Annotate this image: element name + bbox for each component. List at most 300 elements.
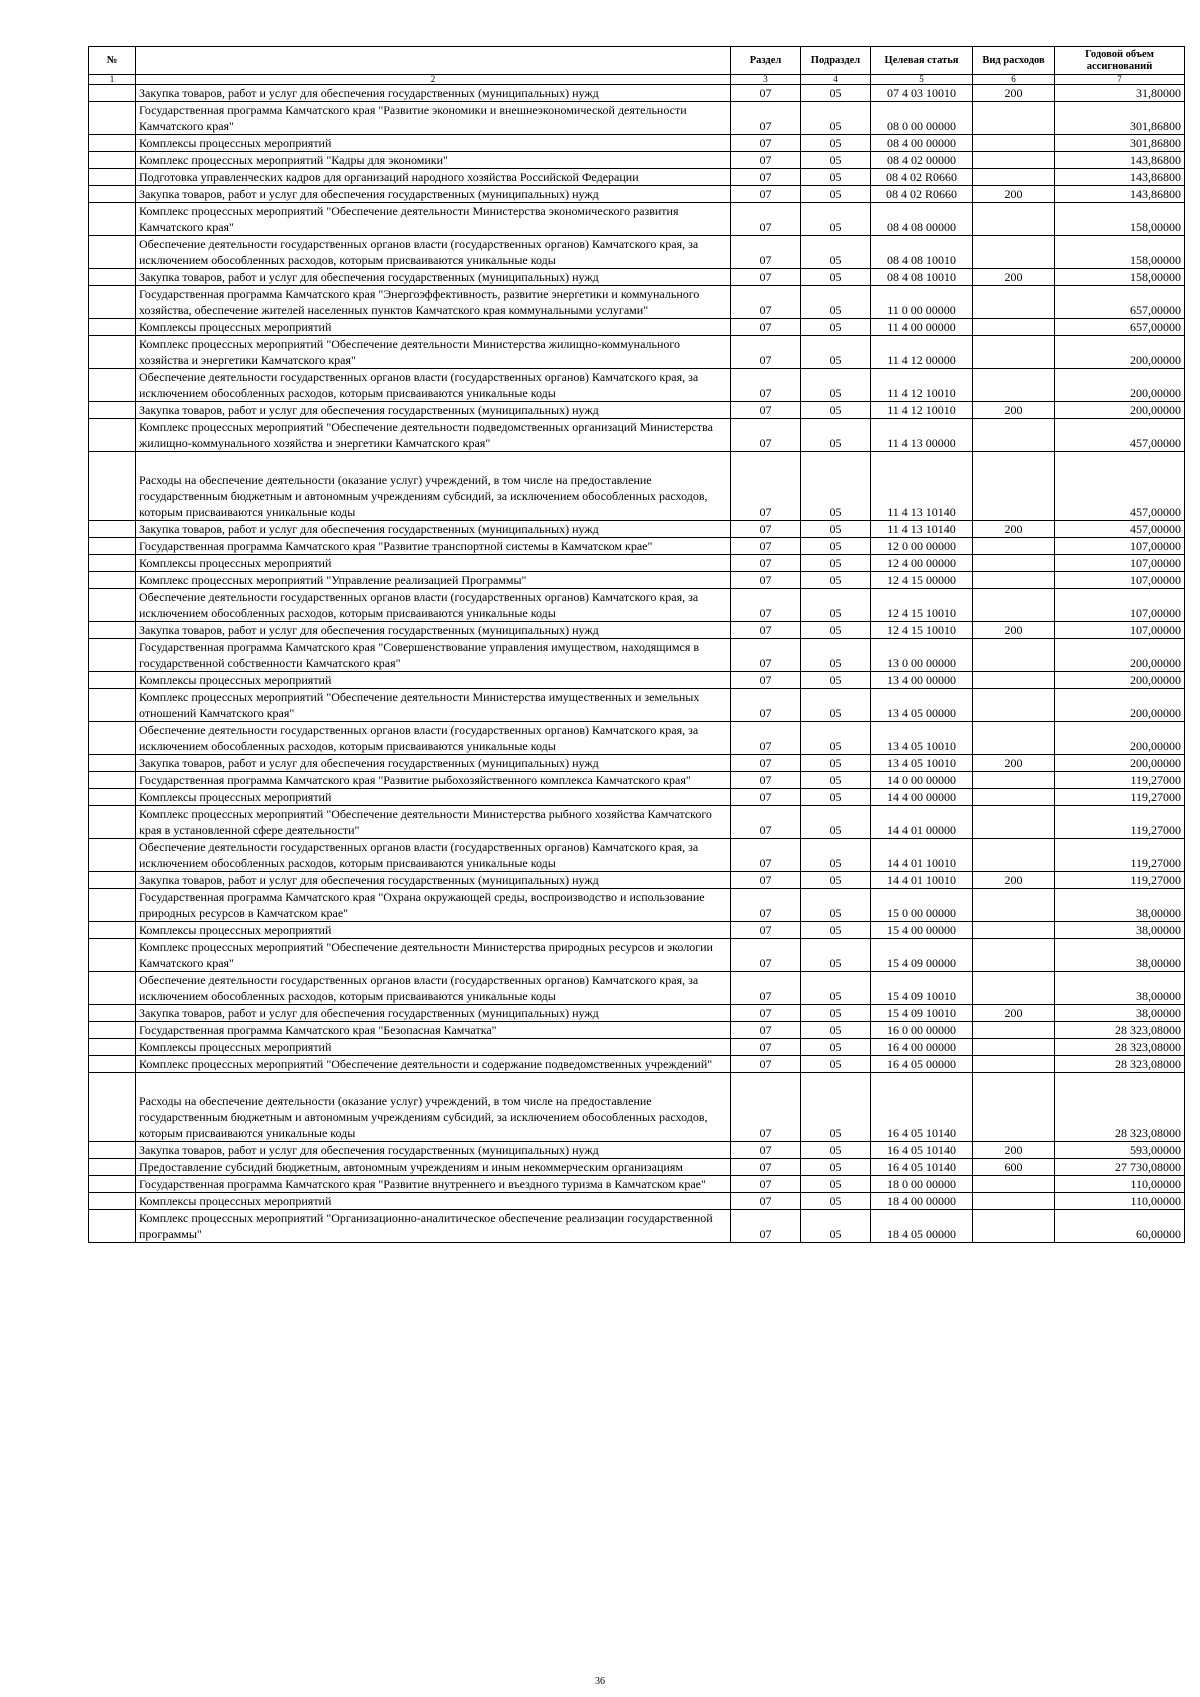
cell-section: 07 (731, 555, 801, 572)
cell-subsection: 05 (801, 1056, 871, 1073)
header-expense-type: Вид расходов (973, 47, 1055, 75)
cell-section: 07 (731, 152, 801, 169)
cell-expense-type (973, 772, 1055, 789)
cell-target-article: 16 4 05 10140 (871, 1142, 973, 1159)
cell-subsection: 05 (801, 402, 871, 419)
cell-section: 07 (731, 85, 801, 102)
spacer-cell (136, 452, 731, 473)
cell-target-article: 15 4 09 10010 (871, 972, 973, 1005)
cell-annual-amount: 38,00000 (1055, 972, 1185, 1005)
column-number: 6 (973, 75, 1055, 85)
cell-name: Закупка товаров, работ и услуг для обеспечения государственных (муниципальных) нужд (136, 755, 731, 772)
cell-section: 07 (731, 789, 801, 806)
cell-expense-type (973, 102, 1055, 135)
cell-target-article: 14 4 01 00000 (871, 806, 973, 839)
cell-target-article: 16 4 00 00000 (871, 1039, 973, 1056)
cell-no (89, 102, 136, 135)
table-row (89, 135, 1185, 152)
cell-subsection: 05 (801, 538, 871, 555)
cell-no (89, 1005, 136, 1022)
cell-subsection: 05 (801, 789, 871, 806)
cell-subsection: 05 (801, 922, 871, 939)
cell-no (89, 722, 136, 755)
cell-subsection: 05 (801, 135, 871, 152)
cell-no (89, 1193, 136, 1210)
cell-no (89, 538, 136, 555)
cell-annual-amount: 110,00000 (1055, 1193, 1185, 1210)
table-row (89, 538, 1185, 555)
cell-section: 07 (731, 521, 801, 538)
cell-subsection: 05 (801, 972, 871, 1005)
cell-subsection: 05 (801, 672, 871, 689)
cell-no (89, 1056, 136, 1073)
cell-section: 07 (731, 1193, 801, 1210)
cell-no (89, 286, 136, 319)
column-number: 5 (871, 75, 973, 85)
table-row (89, 772, 1185, 789)
cell-subsection: 05 (801, 689, 871, 722)
cell-no (89, 135, 136, 152)
table-row (89, 939, 1185, 972)
spacer-cell (801, 452, 871, 473)
cell-name: Комплекс процессных мероприятий "Обеспечение деятельности Министерства рыбного хозяйства Камчатского края в установленной сфере деятельности" (136, 806, 731, 839)
table-row (89, 972, 1185, 1005)
cell-no (89, 689, 136, 722)
cell-section: 07 (731, 169, 801, 186)
cell-target-article: 11 4 13 00000 (871, 419, 973, 452)
cell-name: Закупка товаров, работ и услуг для обеспечения государственных (муниципальных) нужд (136, 85, 731, 102)
cell-no (89, 555, 136, 572)
cell-name: Комплексы процессных мероприятий (136, 555, 731, 572)
table-row (89, 336, 1185, 369)
cell-section: 07 (731, 922, 801, 939)
spacer-cell (89, 452, 136, 473)
cell-target-article: 11 4 12 10010 (871, 369, 973, 402)
table-row (89, 1022, 1185, 1039)
cell-no (89, 1022, 136, 1039)
cell-no (89, 1039, 136, 1056)
cell-name: Закупка товаров, работ и услуг для обеспечения государственных (муниципальных) нужд (136, 1005, 731, 1022)
table-body (89, 85, 1185, 1243)
spacer-cell (1055, 452, 1185, 473)
cell-name: Обеспечение деятельности государственных органов власти (государственных органов) Камчатского края, за исключением обособленных расходов, которым присваиваются уникальные коды (136, 236, 731, 269)
cell-name: Комплексы процессных мероприятий (136, 319, 731, 336)
cell-no (89, 922, 136, 939)
cell-subsection: 05 (801, 236, 871, 269)
cell-expense-type (973, 806, 1055, 839)
cell-name: Закупка товаров, работ и услуг для обеспечения государственных (муниципальных) нужд (136, 521, 731, 538)
cell-expense-type (973, 286, 1055, 319)
cell-section: 07 (731, 622, 801, 639)
table-row (89, 1093, 1185, 1142)
cell-no (89, 889, 136, 922)
cell-subsection: 05 (801, 203, 871, 236)
cell-name: Закупка товаров, работ и услуг для обеспечения государственных (муниципальных) нужд (136, 1142, 731, 1159)
cell-expense-type (973, 538, 1055, 555)
cell-name: Закупка товаров, работ и услуг для обеспечения государственных (муниципальных) нужд (136, 402, 731, 419)
cell-no (89, 572, 136, 589)
budget-table-sheet (88, 46, 1181, 1243)
cell-name: Закупка товаров, работ и услуг для обеспечения государственных (муниципальных) нужд (136, 872, 731, 889)
cell-expense-type (973, 672, 1055, 689)
cell-annual-amount: 457,00000 (1055, 521, 1185, 538)
cell-target-article: 13 4 05 10010 (871, 722, 973, 755)
cell-subsection: 05 (801, 186, 871, 203)
cell-target-article: 12 4 15 00000 (871, 572, 973, 589)
spacer-cell (973, 1073, 1055, 1094)
cell-expense-type (973, 689, 1055, 722)
cell-annual-amount: 457,00000 (1055, 419, 1185, 452)
cell-no (89, 521, 136, 538)
cell-expense-type (973, 1093, 1055, 1142)
cell-annual-amount: 31,80000 (1055, 85, 1185, 102)
cell-annual-amount: 457,00000 (1055, 472, 1185, 521)
cell-target-article: 18 0 00 00000 (871, 1176, 973, 1193)
table-row (89, 169, 1185, 186)
spacer-row (89, 452, 1185, 473)
cell-section: 07 (731, 286, 801, 319)
cell-target-article: 12 0 00 00000 (871, 538, 973, 555)
cell-expense-type (973, 939, 1055, 972)
table-row (89, 203, 1185, 236)
cell-no (89, 772, 136, 789)
cell-name: Обеспечение деятельности государственных органов власти (государственных органов) Камчатского края, за исключением обособленных расходов, которым присваиваются уникальные коды (136, 369, 731, 402)
cell-annual-amount: 301,86800 (1055, 135, 1185, 152)
cell-expense-type (973, 789, 1055, 806)
cell-target-article: 16 4 05 10140 (871, 1159, 973, 1176)
header-target-article: Целевая статья (871, 47, 973, 75)
cell-name: Обеспечение деятельности государственных органов власти (государственных органов) Камчатского края, за исключением обособленных расходов, которым присваиваются уникальные коды (136, 589, 731, 622)
table-row (89, 236, 1185, 269)
cell-annual-amount: 107,00000 (1055, 589, 1185, 622)
cell-section: 07 (731, 572, 801, 589)
table-row (89, 839, 1185, 872)
table-row (89, 622, 1185, 639)
cell-name: Комплекс процессных мероприятий "Обеспечение деятельности Министерства экономического развития Камчатского края" (136, 203, 731, 236)
cell-expense-type (973, 639, 1055, 672)
header-subsection: Подраздел (801, 47, 871, 75)
spacer-cell (871, 1073, 973, 1094)
cell-target-article: 18 4 00 00000 (871, 1193, 973, 1210)
cell-annual-amount: 143,86800 (1055, 152, 1185, 169)
table-row (89, 521, 1185, 538)
cell-name: Комплексы процессных мероприятий (136, 789, 731, 806)
cell-expense-type: 200 (973, 872, 1055, 889)
cell-target-article: 13 4 05 10010 (871, 755, 973, 772)
table-row (89, 755, 1185, 772)
cell-name: Комплекс процессных мероприятий "Обеспечение деятельности подведомственных организаций Министерства жилищно-коммунального хозяйства и энергетики Камчатского края" (136, 419, 731, 452)
cell-subsection: 05 (801, 1193, 871, 1210)
cell-expense-type (973, 1056, 1055, 1073)
cell-name: Государственная программа Камчатского края "Развитие внутреннего и въездного туризма в Камчатском крае" (136, 1176, 731, 1193)
cell-target-article: 08 4 08 10010 (871, 236, 973, 269)
cell-section: 07 (731, 889, 801, 922)
cell-expense-type (973, 839, 1055, 872)
cell-section: 07 (731, 203, 801, 236)
table-row (89, 672, 1185, 689)
cell-expense-type (973, 336, 1055, 369)
cell-expense-type: 200 (973, 1005, 1055, 1022)
cell-subsection: 05 (801, 1159, 871, 1176)
table-row (89, 1039, 1185, 1056)
cell-target-article: 12 4 15 10010 (871, 622, 973, 639)
cell-section: 07 (731, 672, 801, 689)
cell-subsection: 05 (801, 722, 871, 755)
table-row (89, 806, 1185, 839)
cell-annual-amount: 60,00000 (1055, 1210, 1185, 1243)
cell-subsection: 05 (801, 319, 871, 336)
spacer-row (89, 1073, 1185, 1094)
cell-target-article: 08 4 02 R0660 (871, 186, 973, 203)
cell-name: Государственная программа Камчатского края "Безопасная Камчатка" (136, 1022, 731, 1039)
cell-no (89, 203, 136, 236)
cell-annual-amount: 38,00000 (1055, 939, 1185, 972)
header-annual-allocation: Годовой объем ассигнований (1055, 47, 1185, 75)
cell-section: 07 (731, 1159, 801, 1176)
spacer-cell (89, 1073, 136, 1094)
cell-subsection: 05 (801, 1176, 871, 1193)
cell-expense-type (973, 319, 1055, 336)
cell-expense-type (973, 169, 1055, 186)
cell-name: Закупка товаров, работ и услуг для обеспечения государственных (муниципальных) нужд (136, 269, 731, 286)
cell-annual-amount: 200,00000 (1055, 722, 1185, 755)
table-row (89, 369, 1185, 402)
cell-target-article: 16 0 00 00000 (871, 1022, 973, 1039)
cell-target-article: 08 4 08 00000 (871, 203, 973, 236)
table-row (89, 269, 1185, 286)
cell-target-article: 11 4 13 10140 (871, 521, 973, 538)
cell-expense-type: 200 (973, 521, 1055, 538)
column-number: 3 (731, 75, 801, 85)
cell-subsection: 05 (801, 806, 871, 839)
cell-name: Обеспечение деятельности государственных органов власти (государственных органов) Камчатского края, за исключением обособленных расходов, которым присваиваются уникальные коды (136, 972, 731, 1005)
cell-expense-type (973, 1210, 1055, 1243)
table-row (89, 872, 1185, 889)
cell-target-article: 11 4 13 10140 (871, 472, 973, 521)
table-row (89, 722, 1185, 755)
cell-subsection: 05 (801, 772, 871, 789)
cell-annual-amount: 119,27000 (1055, 839, 1185, 872)
spacer-cell (801, 1073, 871, 1094)
cell-no (89, 269, 136, 286)
cell-subsection: 05 (801, 1210, 871, 1243)
cell-name: Государственная программа Камчатского края "Развитие транспортной системы в Камчатском крае" (136, 538, 731, 555)
cell-target-article: 14 4 01 10010 (871, 839, 973, 872)
column-number: 7 (1055, 75, 1185, 85)
cell-annual-amount: 28 323,08000 (1055, 1056, 1185, 1073)
cell-expense-type (973, 152, 1055, 169)
cell-name: Обеспечение деятельности государственных органов власти (государственных органов) Камчатского края, за исключением обособленных расходов, которым присваиваются уникальные коды (136, 722, 731, 755)
cell-target-article: 14 4 00 00000 (871, 789, 973, 806)
table-row (89, 555, 1185, 572)
cell-subsection: 05 (801, 755, 871, 772)
cell-annual-amount: 107,00000 (1055, 555, 1185, 572)
cell-annual-amount: 38,00000 (1055, 1005, 1185, 1022)
table-row (89, 1210, 1185, 1243)
cell-name: Государственная программа Камчатского края "Развитие экономики и внешнеэкономической деятельности Камчатского края" (136, 102, 731, 135)
cell-no (89, 672, 136, 689)
cell-annual-amount: 301,86800 (1055, 102, 1185, 135)
cell-name: Комплекс процессных мероприятий "Кадры для экономики" (136, 152, 731, 169)
cell-target-article: 11 4 12 00000 (871, 336, 973, 369)
cell-annual-amount: 107,00000 (1055, 572, 1185, 589)
cell-section: 07 (731, 689, 801, 722)
cell-name: Комплексы процессных мероприятий (136, 1039, 731, 1056)
cell-target-article: 08 4 00 00000 (871, 135, 973, 152)
cell-section: 07 (731, 872, 801, 889)
cell-subsection: 05 (801, 521, 871, 538)
table-row (89, 152, 1185, 169)
cell-annual-amount: 28 323,08000 (1055, 1093, 1185, 1142)
cell-name: Комплекс процессных мероприятий "Обеспечение деятельности Министерства имущественных и земельных отношений Камчатского края" (136, 689, 731, 722)
cell-no (89, 169, 136, 186)
cell-target-article: 15 0 00 00000 (871, 889, 973, 922)
cell-target-article: 15 4 00 00000 (871, 922, 973, 939)
table-row (89, 1159, 1185, 1176)
cell-target-article: 15 4 09 10010 (871, 1005, 973, 1022)
cell-section: 07 (731, 135, 801, 152)
cell-target-article: 13 4 05 00000 (871, 689, 973, 722)
cell-name: Расходы на обеспечение деятельности (оказание услуг) учреждений, в том числе на предоставление государственным бюджетным и автономным учреждениям субсидий, за исключением обособленных расходов, которым присваиваются уникальные коды (136, 1093, 731, 1142)
cell-annual-amount: 107,00000 (1055, 622, 1185, 639)
cell-section: 07 (731, 1022, 801, 1039)
cell-section: 07 (731, 755, 801, 772)
cell-section: 07 (731, 806, 801, 839)
table-row (89, 1056, 1185, 1073)
cell-annual-amount: 28 323,08000 (1055, 1039, 1185, 1056)
table-row (89, 572, 1185, 589)
cell-target-article: 11 4 12 10010 (871, 402, 973, 419)
cell-subsection: 05 (801, 286, 871, 319)
cell-annual-amount: 200,00000 (1055, 369, 1185, 402)
cell-no (89, 319, 136, 336)
cell-section: 07 (731, 369, 801, 402)
cell-no (89, 369, 136, 402)
budget-table (88, 46, 1185, 1243)
column-number: 2 (136, 75, 731, 85)
table-row (89, 789, 1185, 806)
cell-subsection: 05 (801, 589, 871, 622)
cell-target-article: 11 0 00 00000 (871, 286, 973, 319)
cell-section: 07 (731, 102, 801, 135)
cell-target-article: 14 4 01 10010 (871, 872, 973, 889)
cell-subsection: 05 (801, 1142, 871, 1159)
cell-name: Закупка товаров, работ и услуг для обеспечения государственных (муниципальных) нужд (136, 622, 731, 639)
cell-no (89, 472, 136, 521)
table-row (89, 186, 1185, 203)
cell-section: 07 (731, 538, 801, 555)
cell-annual-amount: 27 730,08000 (1055, 1159, 1185, 1176)
cell-expense-type: 200 (973, 269, 1055, 286)
spacer-cell (731, 452, 801, 473)
cell-subsection: 05 (801, 1039, 871, 1056)
cell-name: Государственная программа Камчатского края "Энергоэффективность, развитие энергетики и коммунального хозяйства, обеспечение жителей населенных пунктов Камчатского края коммунальными услугами" (136, 286, 731, 319)
cell-no (89, 589, 136, 622)
column-number: 4 (801, 75, 871, 85)
cell-section: 07 (731, 722, 801, 755)
cell-no (89, 755, 136, 772)
cell-expense-type (973, 1022, 1055, 1039)
cell-subsection: 05 (801, 269, 871, 286)
cell-section: 07 (731, 1005, 801, 1022)
cell-annual-amount: 657,00000 (1055, 319, 1185, 336)
cell-target-article: 08 4 08 10010 (871, 269, 973, 286)
cell-annual-amount: 119,27000 (1055, 806, 1185, 839)
cell-name: Комплексы процессных мероприятий (136, 922, 731, 939)
cell-annual-amount: 200,00000 (1055, 639, 1185, 672)
header-section: Раздел (731, 47, 801, 75)
cell-target-article: 16 4 05 00000 (871, 1056, 973, 1073)
cell-annual-amount: 657,00000 (1055, 286, 1185, 319)
table-row (89, 1005, 1185, 1022)
cell-no (89, 1210, 136, 1243)
cell-no (89, 789, 136, 806)
cell-expense-type (973, 589, 1055, 622)
cell-section: 07 (731, 1093, 801, 1142)
cell-target-article: 13 0 00 00000 (871, 639, 973, 672)
cell-expense-type: 200 (973, 402, 1055, 419)
cell-target-article: 13 4 00 00000 (871, 672, 973, 689)
cell-no (89, 186, 136, 203)
cell-section: 07 (731, 1056, 801, 1073)
cell-name: Расходы на обеспечение деятельности (оказание услуг) учреждений, в том числе на предоставление государственным бюджетным и автономным учреждениям субсидий, за исключением обособленных расходов, которым присваиваются уникальные коды (136, 472, 731, 521)
cell-no (89, 236, 136, 269)
cell-annual-amount: 200,00000 (1055, 402, 1185, 419)
cell-section: 07 (731, 1210, 801, 1243)
table-row (89, 1142, 1185, 1159)
header-no: № (89, 47, 136, 75)
cell-name: Государственная программа Камчатского края "Охрана окружающей среды, воспроизводство и использование природных ресурсов в Камчатском крае" (136, 889, 731, 922)
cell-annual-amount: 158,00000 (1055, 236, 1185, 269)
cell-expense-type: 200 (973, 622, 1055, 639)
cell-annual-amount: 119,27000 (1055, 872, 1185, 889)
cell-section: 07 (731, 639, 801, 672)
cell-expense-type (973, 722, 1055, 755)
cell-name: Комплексы процессных мероприятий (136, 1193, 731, 1210)
cell-target-article: 07 4 03 10010 (871, 85, 973, 102)
cell-expense-type (973, 236, 1055, 269)
cell-subsection: 05 (801, 1005, 871, 1022)
cell-expense-type (973, 369, 1055, 402)
cell-subsection: 05 (801, 939, 871, 972)
table-row (89, 639, 1185, 672)
spacer-cell (731, 1073, 801, 1094)
cell-no (89, 1142, 136, 1159)
cell-no (89, 939, 136, 972)
cell-target-article: 11 4 00 00000 (871, 319, 973, 336)
cell-no (89, 1176, 136, 1193)
cell-target-article: 08 4 02 00000 (871, 152, 973, 169)
cell-subsection: 05 (801, 102, 871, 135)
cell-no (89, 972, 136, 1005)
cell-name: Закупка товаров, работ и услуг для обеспечения государственных (муниципальных) нужд (136, 186, 731, 203)
cell-section: 07 (731, 419, 801, 452)
cell-annual-amount: 28 323,08000 (1055, 1022, 1185, 1039)
cell-no (89, 839, 136, 872)
cell-no (89, 85, 136, 102)
cell-expense-type (973, 1039, 1055, 1056)
column-number-row (89, 75, 1185, 85)
cell-subsection: 05 (801, 622, 871, 639)
cell-name: Обеспечение деятельности государственных органов власти (государственных органов) Камчатского края, за исключением обособленных расходов, которым присваиваются уникальные коды (136, 839, 731, 872)
cell-target-article: 08 4 02 R0660 (871, 169, 973, 186)
cell-name: Комплексы процессных мероприятий (136, 135, 731, 152)
cell-subsection: 05 (801, 369, 871, 402)
cell-subsection: 05 (801, 152, 871, 169)
table-row (89, 689, 1185, 722)
table-row (89, 589, 1185, 622)
cell-annual-amount: 200,00000 (1055, 689, 1185, 722)
